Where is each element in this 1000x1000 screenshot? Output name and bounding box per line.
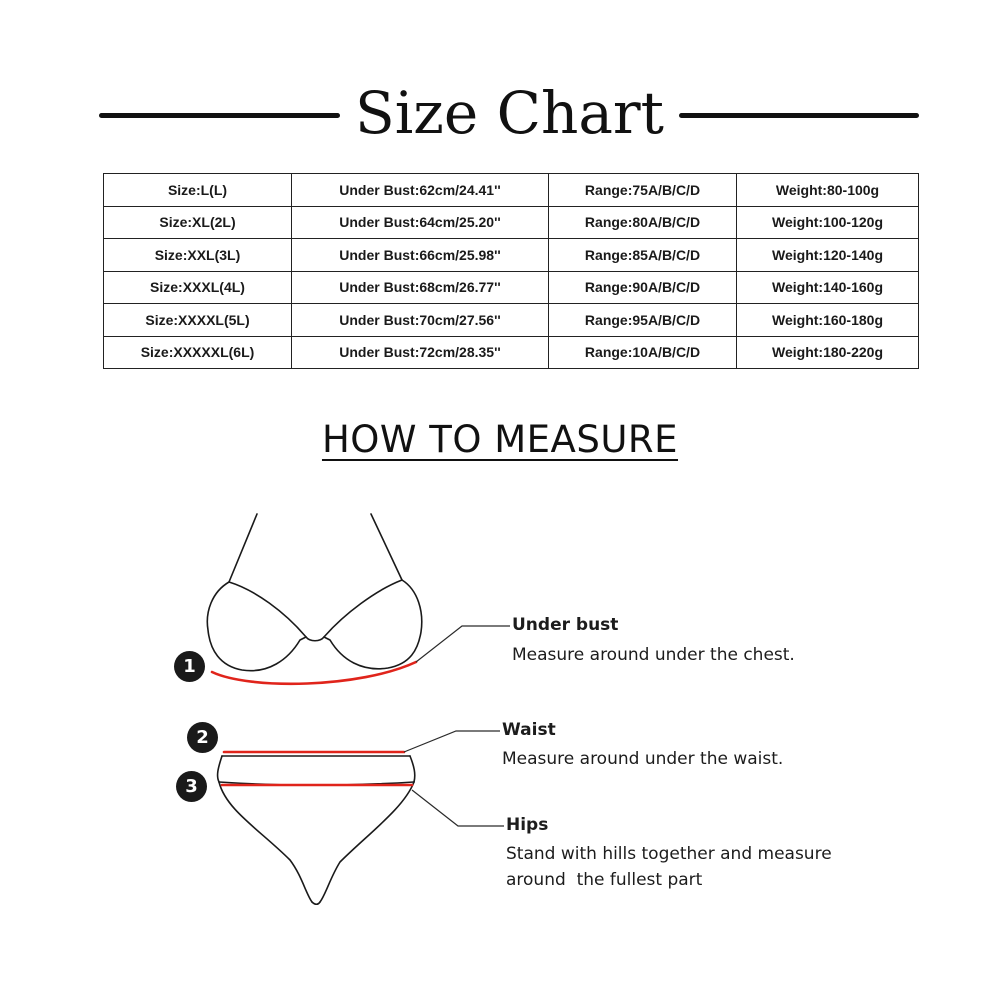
how-to-measure-title: HOW TO MEASURE bbox=[321, 418, 679, 461]
under-bust-heading: Under bust bbox=[512, 615, 619, 635]
right-bra-cup bbox=[324, 580, 422, 669]
size-cell: Size:XXXL(4L) bbox=[104, 271, 292, 304]
under-bust-cell: Under Bust:64cm/25.20'' bbox=[292, 206, 549, 239]
under-bust-measure-line bbox=[212, 662, 416, 684]
waist-leader-line bbox=[404, 731, 500, 752]
range-cell: Range:80A/B/C/D bbox=[549, 206, 737, 239]
bottom-right-side bbox=[410, 756, 415, 782]
size-cell: Size:XXXXXL(6L) bbox=[104, 336, 292, 369]
weight-cell: Weight:120-140g bbox=[737, 239, 919, 272]
under-bust-cell: Under Bust:70cm/27.56'' bbox=[292, 304, 549, 337]
under-bust-cell: Under Bust:68cm/26.77'' bbox=[292, 271, 549, 304]
under-bust-cell: Under Bust:62cm/24.41'' bbox=[292, 174, 549, 207]
range-cell: Range:75A/B/C/D bbox=[549, 174, 737, 207]
weight-cell: Weight:140-160g bbox=[737, 271, 919, 304]
size-cell: Size:XXXXL(5L) bbox=[104, 304, 292, 337]
under-bust-cell: Under Bust:66cm/25.98'' bbox=[292, 239, 549, 272]
bra-cup-top-left bbox=[229, 582, 306, 637]
bottom-right-leg bbox=[320, 782, 414, 902]
bottom-left-leg bbox=[219, 782, 312, 902]
bottom-crotch bbox=[312, 902, 320, 904]
weight-cell: Weight:160-180g bbox=[737, 304, 919, 337]
step-3-badge: 3 bbox=[176, 771, 207, 802]
weight-cell: Weight:80-100g bbox=[737, 174, 919, 207]
waist-description: Measure around under the waist. bbox=[502, 749, 784, 769]
step-2-badge: 2 bbox=[187, 722, 218, 753]
page-title: Size Chart bbox=[355, 79, 664, 147]
weight-cell: Weight:180-220g bbox=[737, 336, 919, 369]
right-strap bbox=[371, 514, 402, 580]
hips-heading: Hips bbox=[506, 815, 549, 835]
size-cell: Size:L(L) bbox=[104, 174, 292, 207]
range-cell: Range:90A/B/C/D bbox=[549, 271, 737, 304]
range-cell: Range:95A/B/C/D bbox=[549, 304, 737, 337]
waist-heading: Waist bbox=[502, 720, 556, 740]
bra-center-gore bbox=[306, 637, 324, 641]
hips-description-line-2: around the fullest part bbox=[506, 870, 703, 890]
bra-cup-top-right bbox=[324, 580, 402, 637]
under-bust-cell: Under Bust:72cm/28.35'' bbox=[292, 336, 549, 369]
under-bust-description: Measure around under the chest. bbox=[512, 645, 795, 665]
hips-description-line-1: Stand with hills together and measure bbox=[506, 844, 832, 864]
under-bust-leader-line bbox=[416, 626, 510, 662]
bottom-left-side bbox=[218, 756, 222, 782]
step-1-badge: 1 bbox=[174, 651, 205, 682]
range-cell: Range:85A/B/C/D bbox=[549, 239, 737, 272]
hips-leader-line bbox=[412, 790, 504, 826]
size-cell: Size:XL(2L) bbox=[104, 206, 292, 239]
left-strap bbox=[229, 514, 257, 582]
weight-cell: Weight:100-120g bbox=[737, 206, 919, 239]
size-cell: Size:XXL(3L) bbox=[104, 239, 292, 272]
range-cell: Range:10A/B/C/D bbox=[549, 336, 737, 369]
